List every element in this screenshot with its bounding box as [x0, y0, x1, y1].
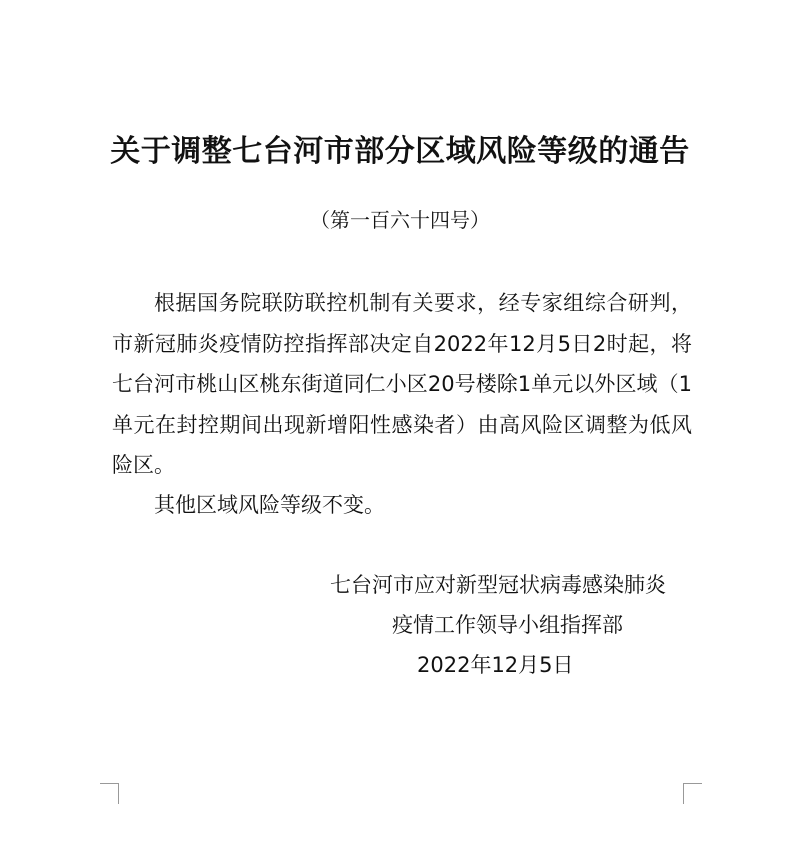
document-title: 关于调整七台河市部分区域风险等级的通告 [110, 134, 690, 169]
signature-date: 2022年12月5日 [417, 653, 574, 677]
body-paragraph-1: 根据国务院联防联控机制有关要求，经专家组综合研判，市新冠肺炎疫情防控指挥部决定自2022年12月5日2时起，将七台河市桃山区桃东街道同仁小区20号楼除1单元以外区域（1单元在封控期间出现新增阳性感染者）由高风险区调整为低风险区。 [112, 291, 692, 477]
page-corner-mark-left [100, 783, 119, 804]
signature-org-line-2: 疫情工作领导小组指挥部 [392, 613, 623, 637]
page-corner-mark-right [683, 783, 702, 804]
signature-org-line-1: 七台河市应对新型冠状病毒感染肺炎 [330, 573, 666, 597]
body-paragraph-2: 其他区域风险等级不变。 [154, 493, 385, 517]
document-number: （第一百六十四号） [310, 208, 490, 232]
